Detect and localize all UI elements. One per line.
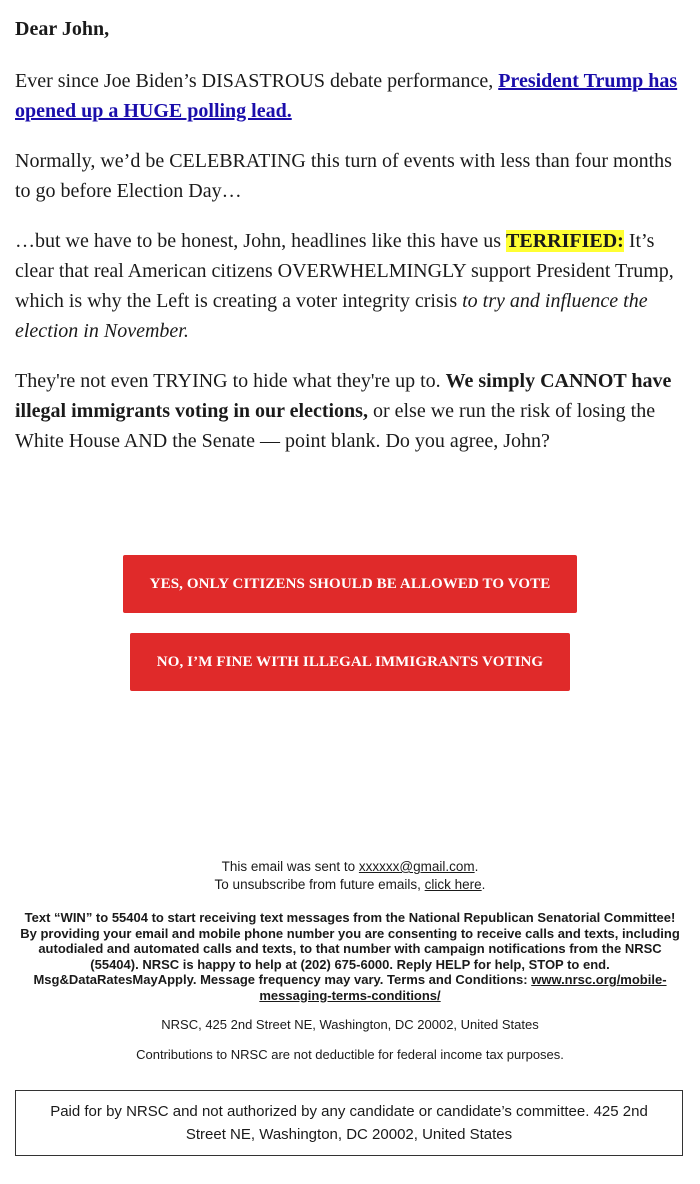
- terrified-highlight: TERRIFIED:: [506, 230, 624, 252]
- paragraph-3-middle: It’s clear that real American citizens OVERWHELMINGLY support President Trump, which is why the Left is creating a voter integrity crisis: [15, 230, 674, 312]
- sms-disclaimer-text: Text “WIN” to 55404 to start receiving text messages from the National Republican Senatorial Committee! By providing your email and mobile phone number you are consenting to receive calls and texts, including autodialed and automated calls and texts, to that number with campaign notifications from the NRSC (55404). NRSC is happy to help at (202) 675-6000. Reply HELP for help, STOP to end. Msg&DataRatesMayApply. Message frequency may vary. Terms and Conditions:: [20, 910, 680, 988]
- unsubscribe-suffix: .: [481, 877, 486, 892]
- no-fine-with-immigrants-button[interactable]: NO, I’M FINE WITH ILLEGAL IMMIGRANTS VOTING: [130, 633, 570, 691]
- paragraph-3: [15, 226, 685, 346]
- unsubscribe-line: [15, 876, 685, 894]
- sms-disclaimer: [15, 910, 685, 1004]
- unsubscribe-link[interactable]: click here: [424, 877, 482, 892]
- paid-for-text: Paid for by NRSC and not authorized by any candidate or candidate’s committee. 425 2nd Street NE, Washington, DC 20002, United States: [50, 1103, 648, 1143]
- paid-for-disclaimer-box: [15, 1090, 683, 1156]
- greeting: Dear John,: [15, 18, 110, 40]
- mailing-address: NRSC, 425 2nd Street NE, Washington, DC 20002, United States: [161, 1016, 539, 1032]
- polling-lead-link[interactable]: President Trump has opened up a HUGE polling lead.: [15, 70, 678, 122]
- sent-to-line: [15, 858, 685, 876]
- paragraph-1: [15, 66, 685, 126]
- paragraph-3-lead: …but we have to be honest, John, headlines like this have us: [15, 230, 507, 252]
- paragraph-3-italic: to try and influence the election in November.: [15, 290, 648, 342]
- paragraph-4: [15, 366, 685, 456]
- sms-terms-link[interactable]: www.nrsc.org/mobile-messaging-terms-conditions/: [259, 972, 667, 1003]
- paragraph-1-text: Ever since Joe Biden’s DISASTROUS debate performance,: [15, 70, 499, 92]
- sent-to-prefix: This email was sent to: [221, 859, 359, 874]
- recipient-email-link[interactable]: xxxxxx@gmail.com: [358, 859, 475, 874]
- paragraph-2: Normally, we’d be CELEBRATING this turn of events with less than four months to go before Election Day…: [15, 150, 672, 202]
- email-body: [15, 14, 685, 456]
- unsubscribe-prefix: To unsubscribe from future emails,: [214, 877, 425, 892]
- yes-citizens-only-button[interactable]: YES, ONLY CITIZENS SHOULD BE ALLOWED TO VOTE: [123, 555, 577, 613]
- contributions-notice: Contributions to NRSC are not deductible for federal income tax purposes.: [136, 1046, 564, 1062]
- paragraph-4-tail: or else we run the risk of losing the White House AND the Senate — point blank. Do you agree, John?: [15, 400, 656, 452]
- paragraph-4-bold: We simply CANNOT have illegal immigrants voting in our elections,: [15, 370, 672, 422]
- paragraph-4-lead: They're not even TRYING to hide what they're up to.: [15, 370, 446, 392]
- sent-to-suffix: .: [474, 859, 479, 874]
- email-footer: [15, 858, 685, 1064]
